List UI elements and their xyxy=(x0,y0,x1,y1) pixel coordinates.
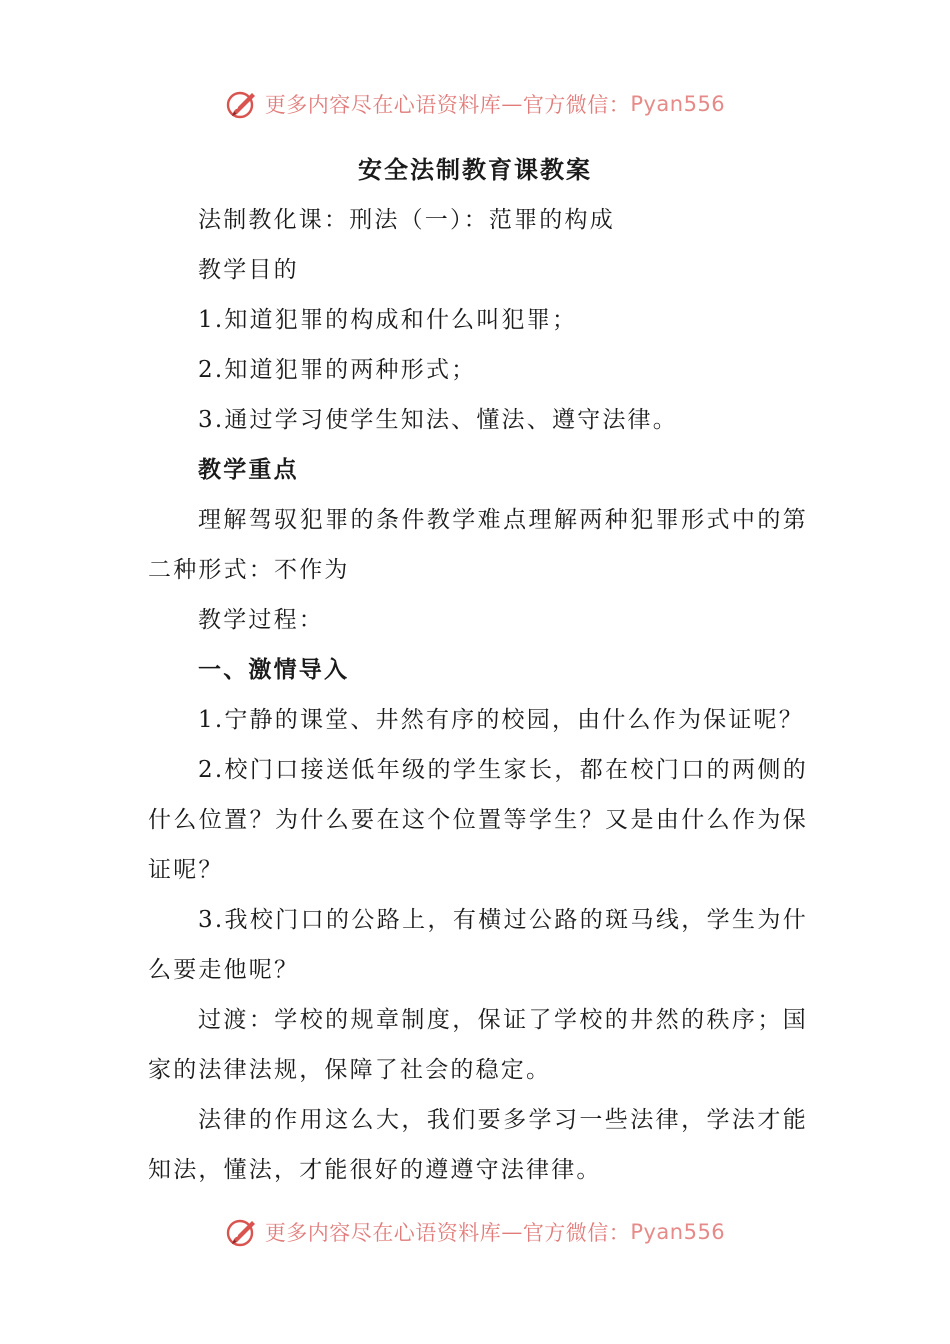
section-heading: 教学重点 xyxy=(198,456,299,483)
pen-logo-icon xyxy=(225,1215,259,1249)
paragraph: 法制教化课：刑法（一）：范罪的构成 xyxy=(198,207,615,233)
pen-logo-icon xyxy=(225,87,259,121)
watermark-dash: — xyxy=(501,1220,523,1244)
watermark-main-text: 更多内容尽在心语资料库 xyxy=(264,1221,502,1245)
document-body xyxy=(148,195,808,1195)
paragraph: 1.知道犯罪的构成和什么叫犯罪； xyxy=(198,307,578,333)
paragraph: 法律的作用这么大，我们要多学习一些法律，学法才能知法，懂法，才能很好的遵遵守法律律。 xyxy=(148,1107,808,1183)
paragraph: 理解驾驭犯罪的条件教学难点理解两种犯罪形式中的第二种形式：不作为 xyxy=(148,507,808,583)
paragraph: 2.校门口接送低年级的学生家长，都在校门口的两侧的什么位置？为什么要在这个位置等学生？又是由什么作为保证呢？ xyxy=(148,757,808,883)
watermark-label: 官方微信： xyxy=(522,1221,631,1245)
document-title: 安全法制教育课教案 xyxy=(358,155,592,184)
paragraph: 2.知道犯罪的两种形式； xyxy=(198,357,477,383)
paragraph: 3.我校门口的公路上，有横过公路的斑马线，学生为什么要走他呢？ xyxy=(148,907,808,983)
watermark-dash: — xyxy=(501,92,523,116)
watermark-wechat-id: Pyan556 xyxy=(630,92,726,116)
paragraph: 3.通过学习使学生知法、懂法、遵守法律。 xyxy=(198,407,678,433)
section-heading: 一、激情导入 xyxy=(198,656,350,683)
watermark-main-text: 更多内容尽在心语资料库 xyxy=(264,93,502,117)
header-watermark xyxy=(0,84,950,124)
watermark-wechat-id: Pyan556 xyxy=(630,1220,726,1244)
footer-watermark xyxy=(0,1212,950,1252)
paragraph: 1.宁静的课堂、井然有序的校园，由什么作为保证呢？ xyxy=(198,707,804,733)
watermark-label: 官方微信： xyxy=(522,93,631,117)
paragraph: 教学过程： xyxy=(198,607,324,633)
paragraph: 教学目的 xyxy=(198,257,299,283)
paragraph: 过渡：学校的规章制度，保证了学校的井然的秩序；国家的法律法规，保障了社会的稳定。 xyxy=(148,1007,808,1083)
